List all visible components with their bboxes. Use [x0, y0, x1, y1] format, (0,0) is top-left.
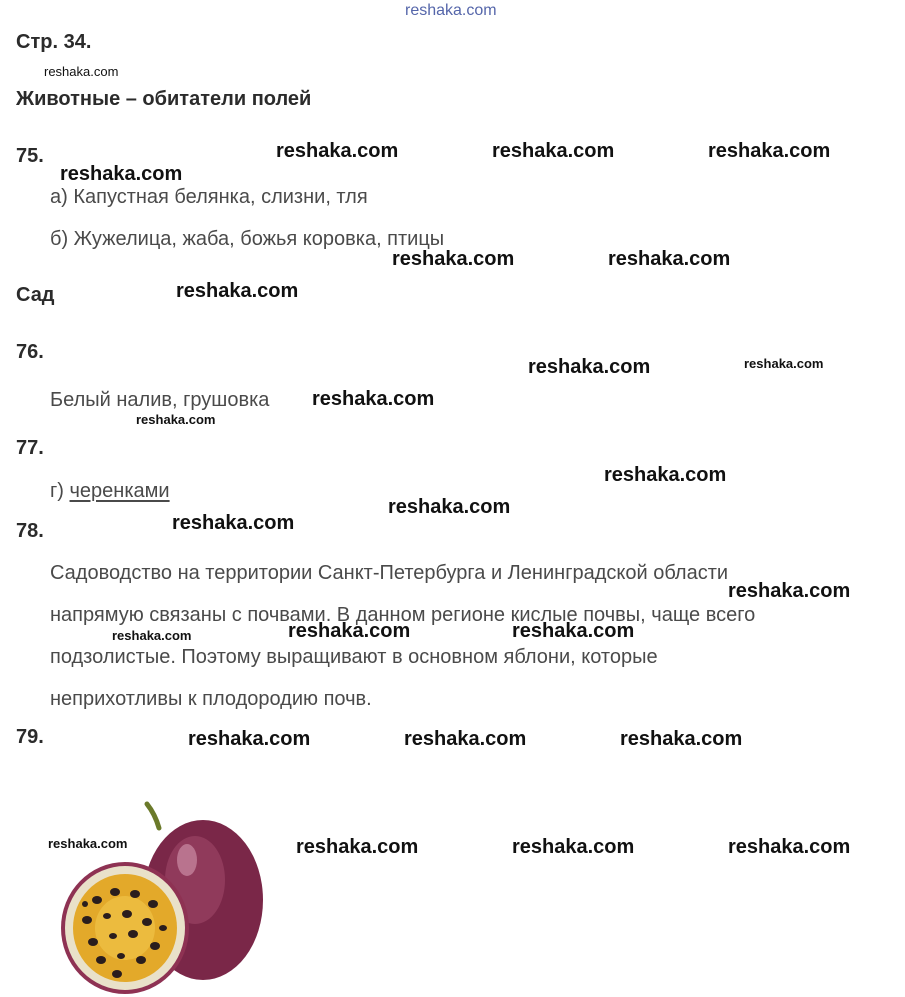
answer-77-word: черенками: [69, 480, 170, 502]
watermark-top: reshaka.com: [405, 2, 497, 19]
watermark: reshaka.com: [312, 388, 435, 410]
watermark: reshaka.com: [60, 163, 183, 185]
section-heading: Сад: [16, 284, 55, 306]
watermark: reshaka.com: [744, 356, 824, 371]
watermark: reshaka.com: [176, 280, 299, 302]
question-number-76: 76.: [16, 341, 44, 363]
answer-75a: а) Капустная белянка, слизни, тля: [50, 186, 368, 208]
page-number: Стр. 34.: [16, 31, 92, 53]
answer-78-line: неприхотливы к плодородию почв.: [50, 688, 372, 710]
watermark: reshaka.com: [172, 512, 295, 534]
watermark: reshaka.com: [392, 248, 515, 270]
answer-78-line: подзолистые. Поэтому выращивают в основном яблони, которые: [50, 646, 658, 668]
watermark: reshaka.com: [512, 620, 635, 642]
answer-75b: б) Жужелица, жаба, божья коровка, птицы: [50, 228, 445, 250]
watermark: reshaka.com: [296, 836, 419, 858]
watermark: reshaka.com: [608, 248, 731, 270]
watermark: reshaka.com: [288, 620, 411, 642]
answer-76: Белый налив, грушовка: [50, 389, 270, 411]
watermark: reshaka.com: [388, 496, 511, 518]
page-title: Животные – обитатели полей: [16, 88, 312, 110]
watermark: reshaka.com: [528, 356, 651, 378]
watermark: reshaka.com: [44, 64, 119, 79]
passion-fruit-image: [55, 800, 270, 995]
watermark: reshaka.com: [492, 140, 615, 162]
watermark: reshaka.com: [708, 140, 831, 162]
watermark: reshaka.com: [276, 140, 399, 162]
answer-78-line: Садоводство на территории Санкт-Петербурга и Ленинградской области: [50, 562, 729, 584]
question-number-77: 77.: [16, 437, 44, 459]
watermark: reshaka.com: [188, 728, 311, 750]
watermark: reshaka.com: [512, 836, 635, 858]
watermark: reshaka.com: [112, 628, 192, 643]
question-number-78: 78.: [16, 520, 44, 542]
watermark: reshaka.com: [728, 836, 851, 858]
watermark: reshaka.com: [728, 580, 851, 602]
answer-77: [50, 480, 170, 503]
watermark: reshaka.com: [48, 836, 128, 851]
watermark: reshaka.com: [620, 728, 743, 750]
answer-78-line: напрямую связаны с почвами. В данном регионе кислые почвы, чаще всего: [50, 604, 756, 626]
answer-77-prefix: г): [50, 480, 70, 502]
watermark: reshaka.com: [604, 464, 727, 486]
watermark: reshaka.com: [136, 412, 216, 427]
question-number-79: 79.: [16, 726, 44, 748]
question-number-75: 75.: [16, 145, 44, 167]
watermark: reshaka.com: [404, 728, 527, 750]
